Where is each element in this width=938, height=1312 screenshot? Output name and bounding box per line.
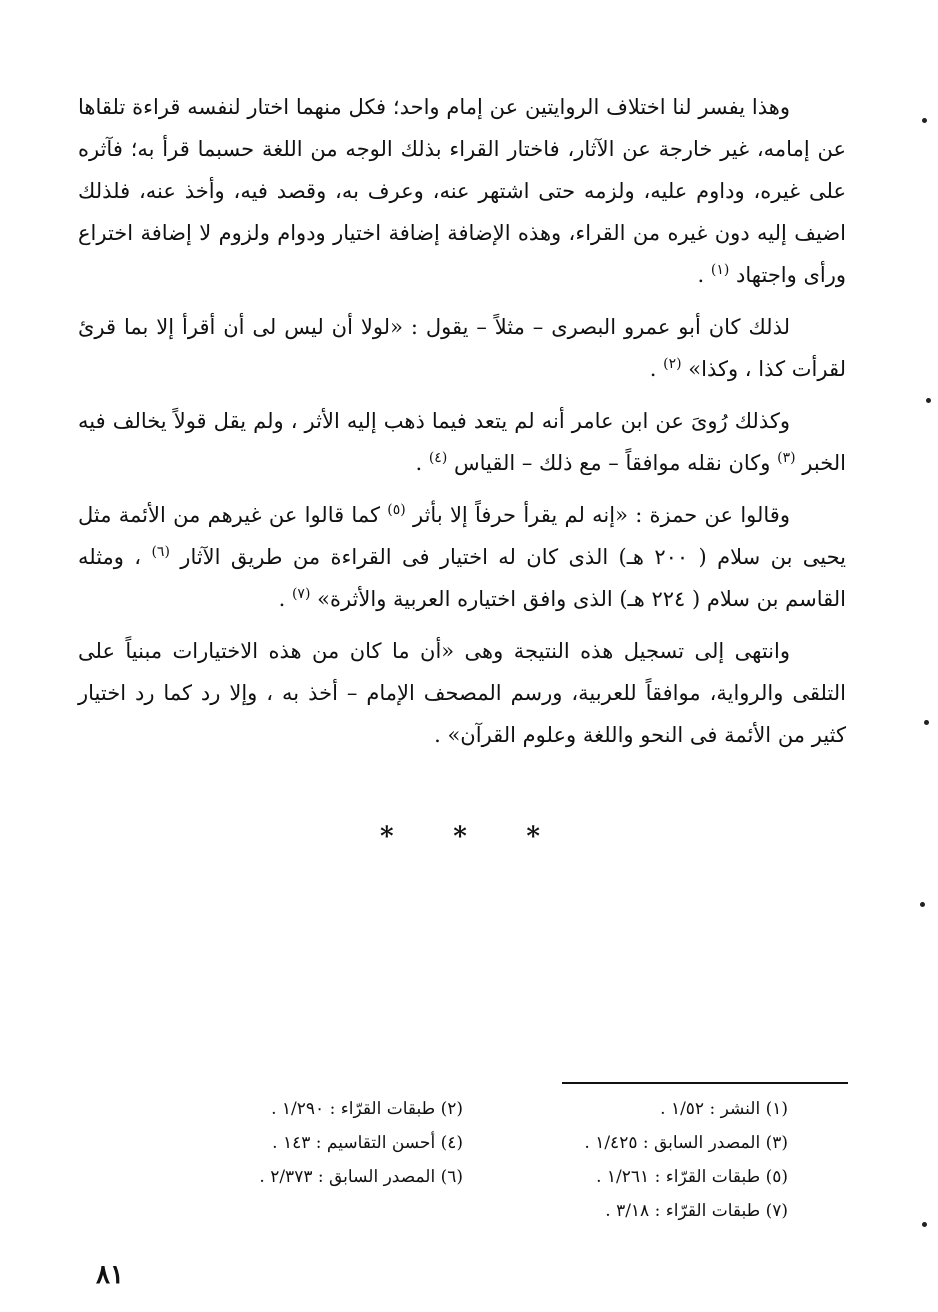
paragraph-1-tail: . bbox=[697, 263, 705, 287]
page-number: ٨١ bbox=[96, 1260, 124, 1290]
footnote-3: (٣) المصدر السابق : ١/٤٢٥ . bbox=[584, 1133, 788, 1153]
footnote-7: (٧) طبقات القرّاء : ٣/١٨ . bbox=[605, 1201, 788, 1221]
scan-mark bbox=[924, 720, 929, 725]
scan-mark bbox=[922, 118, 927, 123]
paragraph-4-text: وقالوا عن حمزة : «إنه لم يقرأ حرفاً إلا بأثر bbox=[413, 503, 790, 527]
scan-mark bbox=[926, 398, 931, 403]
paragraph-3-text: وكذلك رُوىَ عن ابن عامر أنه لم يتعد فيما ذهب إليه الأثر ، ولم يقل قولاً يخالف فيه الخبر bbox=[78, 409, 846, 475]
scan-mark bbox=[920, 902, 925, 907]
section-separator bbox=[380, 822, 540, 852]
paragraph-5 bbox=[78, 630, 846, 756]
paragraph-5-text: وانتهى إلى تسجيل هذه النتيجة وهى «أن ما كان من هذه الاختيارات مبنياً على التلقى والرواية، موافقاً للعربية، ورسم المصحف الإمام – أخذ به ، وإلا رد كما رد اختيار كثير من الأئمة فى النحو واللغة وعلوم القرآن» . bbox=[78, 639, 846, 747]
footnotes-left-column bbox=[163, 1092, 463, 1194]
footnote-4: (٤) أحسن التقاسيم : ١٤٣ . bbox=[272, 1133, 463, 1153]
paragraph-1-text: وهذا يفسر لنا اختلاف الروايتين عن إمام واحد؛ فكل منهما اختار لنفسه قراءة تلقاها عن إمامه، غير خارجة عن الآثار، فاختار القراء بذلك الوجه من اللغة حسبما قرأ به؛ فآثره على غيره، وداوم عليه، ولزمه حتى اشتهر عنه، وعرف به، وقصد فيه، وأخذ عنه، فلذلك اضيف إليه دون غيره من القراء، وهذه الإضافة إضافة اختيار ودوام ولزوم لا إضافة اختراع ورأى واجتهاد bbox=[78, 95, 846, 287]
footnote-ref-4: (٤) bbox=[428, 450, 448, 466]
footnote-ref-7: (٧) bbox=[291, 586, 311, 602]
footnotes-right-column bbox=[488, 1092, 788, 1228]
footnote-ref-2: (٢) bbox=[663, 356, 682, 372]
footnote-rule bbox=[562, 1082, 848, 1084]
paragraph-2 bbox=[78, 306, 846, 390]
paragraph-4 bbox=[78, 494, 846, 620]
paragraph-4-tail-3: . bbox=[278, 587, 286, 611]
scan-mark bbox=[922, 1222, 927, 1227]
paragraph-2-tail: . bbox=[649, 357, 657, 381]
paragraph-3-tail-2: . bbox=[415, 451, 423, 475]
paragraph-1 bbox=[78, 86, 846, 296]
paragraph-3-tail: وكان نقله موافقاً – مع ذلك – القياس bbox=[453, 451, 771, 475]
footnote-1: (١) النشر : ١/٥٢ . bbox=[660, 1099, 788, 1119]
footnote-ref-1: (١) bbox=[710, 262, 730, 278]
footnote-ref-3: (٣) bbox=[777, 450, 796, 466]
paragraph-4-tail: كما قالوا عن غيرهم من الأئمة مثل يحيى بن سلام ( ٢٠٠ هـ) الذى كان له اختيار فى القراءة من طريق الآثار bbox=[78, 503, 847, 569]
footnote-5: (٥) طبقات القرّاء : ١/٢٦١ . bbox=[596, 1167, 788, 1187]
separator-star-1: * bbox=[380, 822, 394, 852]
paragraph-3 bbox=[78, 400, 846, 484]
paragraph-4-tail-2: ، ومثله القاسم بن سلام ( ٢٢٤ هـ) الذى وافق اختياره العربية والأثرة» bbox=[78, 545, 846, 611]
footnote-6: (٦) المصدر السابق : ٢/٣٧٣ . bbox=[259, 1167, 463, 1187]
main-text bbox=[78, 86, 846, 766]
separator-star-3: * bbox=[526, 822, 540, 852]
footnote-ref-6: (٦) bbox=[151, 544, 170, 560]
footnote-ref-5: (٥) bbox=[387, 502, 406, 518]
separator-star-2: * bbox=[453, 822, 467, 852]
paragraph-2-text: لذلك كان أبو عمرو البصرى – مثلاً – يقول : «لولا أن ليس لى أن أقرأ إلا بما قرئ لقرأت كذا ، وكذا» bbox=[78, 315, 846, 381]
footnote-2: (٢) طبقات القرّاء : ١/٢٩٠ . bbox=[271, 1099, 463, 1119]
